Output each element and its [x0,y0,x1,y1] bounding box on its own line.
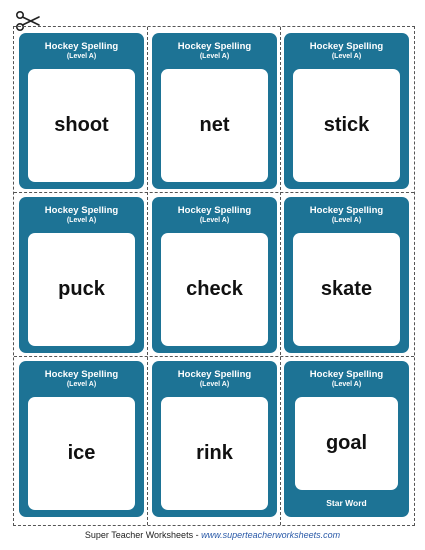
flash-card [152,361,277,517]
card-word: goal [325,432,368,454]
word-box [161,397,268,510]
flash-card [19,33,144,189]
word-box [295,397,398,490]
cut-line-vertical [147,27,148,525]
card-level: (Level A) [66,381,97,388]
card-word: check [186,278,243,300]
footer-text: Super Teacher Worksheets [84,530,194,540]
card-level: (Level A) [199,217,230,224]
word-box [28,69,135,182]
card-level: (Level A) [331,53,362,60]
card-word: puck [58,278,105,300]
card-word: net [199,114,230,136]
card-title: Hockey Spelling [44,205,119,216]
word-box [161,233,268,346]
card-title: Hockey Spelling [309,205,384,216]
card-level: (Level A) [66,217,97,224]
card-title: Hockey Spelling [177,369,252,380]
card-level: (Level A) [331,381,362,388]
footer-url[interactable]: www.superteacherworksheets.com [201,530,341,540]
flash-card [19,361,144,517]
card-level: (Level A) [199,381,230,388]
word-box [293,69,400,182]
card-title: Hockey Spelling [44,41,119,52]
card-word: stick [323,114,370,136]
flash-card [284,33,409,189]
word-box [28,233,135,346]
cut-line-vertical [280,27,281,525]
card-word: skate [320,278,373,300]
star-word-card [284,361,409,517]
card-level: (Level A) [331,217,362,224]
card-word: ice [67,442,96,464]
cut-line-horizontal [14,356,414,357]
card-level: (Level A) [66,53,97,60]
card-level: (Level A) [199,53,230,60]
flash-card [152,197,277,353]
card-word: shoot [54,114,109,136]
star-word-label: Star Word [326,498,367,508]
flash-card [19,197,144,353]
flash-card [284,197,409,353]
footer [0,530,425,540]
card-sheet [13,26,415,526]
card-title: Hockey Spelling [309,41,384,52]
card-title: Hockey Spelling [309,369,384,380]
word-box [161,69,268,182]
cut-line-horizontal [14,192,414,193]
card-title: Hockey Spelling [177,41,252,52]
footer-separator: - [193,530,202,540]
card-word: rink [196,442,233,464]
card-title: Hockey Spelling [177,205,252,216]
word-box [293,233,400,346]
word-box [28,397,135,510]
card-title: Hockey Spelling [44,369,119,380]
flash-card [152,33,277,189]
